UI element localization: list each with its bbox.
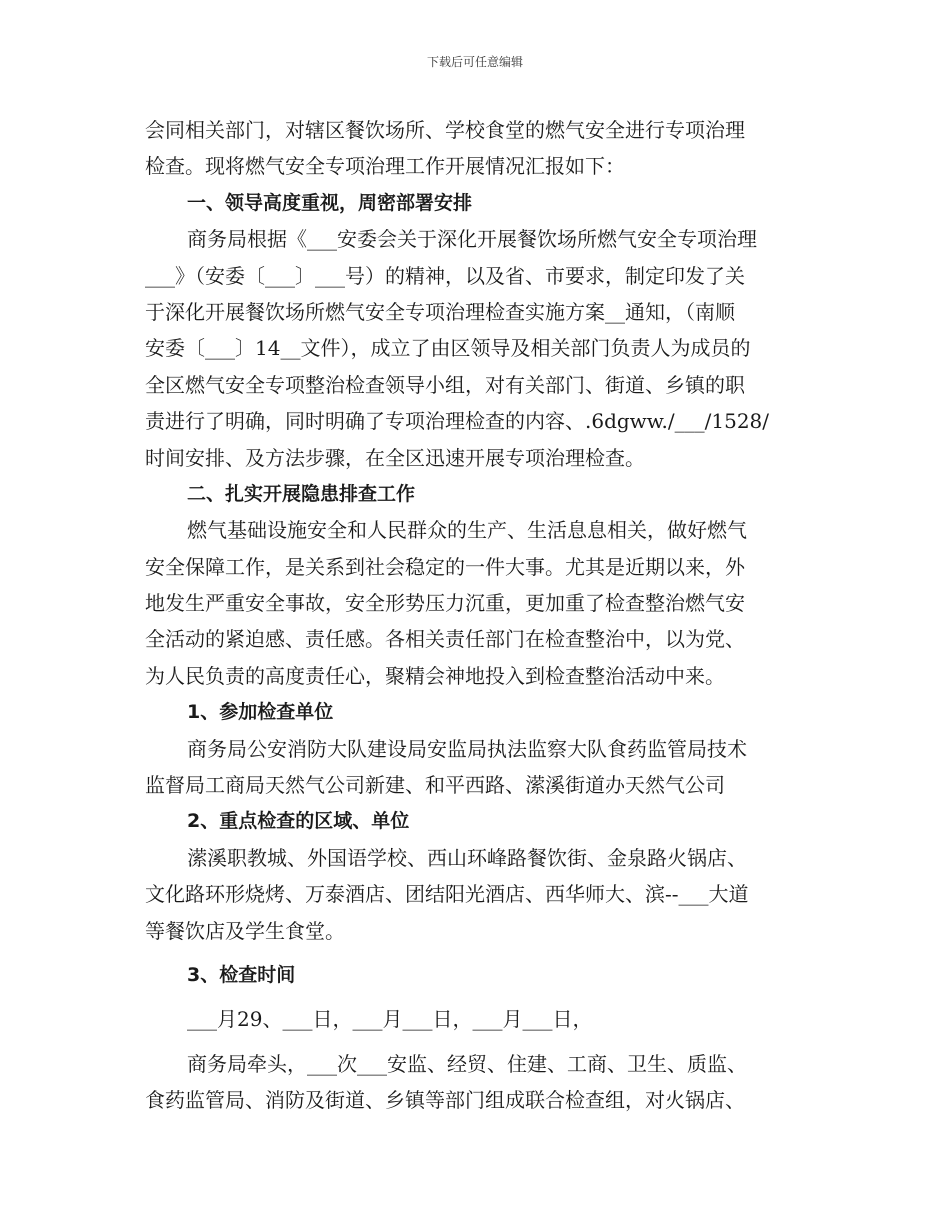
paragraph-line: 文化路环形烧烤、万泰酒店、团结阳光酒店、西华师大、滨--___大道 xyxy=(145,882,749,907)
paragraph-line: 商务局根据《___安委会关于深化开展餐饮场所燃气安全专项治理 xyxy=(187,227,757,252)
paragraph-line: 安全保障工作，是关系到社会稳定的一件大事。尤其是近期以来，外 xyxy=(145,554,745,579)
paragraph-line: 为人民负责的高度责任心，聚精会神地投入到检查整治活动中来。 xyxy=(145,663,725,688)
paragraph-line: 于深化开展餐饮场所燃气安全专项治理检查实施方案__通知，（南顺 xyxy=(145,299,735,324)
paragraph-line: ___月29、___日，___月___日，___月___日， xyxy=(187,1007,593,1032)
paragraph-line: 全活动的紧迫感、责任感。各相关责任部门在检查整治中，以为党、 xyxy=(145,627,745,652)
paragraph-line: 监督局工商局天然气公司新建、和平西路、潆溪街道办天然气公司 xyxy=(145,773,725,798)
paragraph-line: 商务局牵头，___次___安监、经贸、住建、工商、卫生、质监、 xyxy=(187,1051,747,1076)
paragraph-line: 会同相关部门，对辖区餐饮场所、学校食堂的燃气安全进行专项治理 xyxy=(145,118,745,142)
paragraph-line: 安委〔___〕14__文件），成立了由区领导及相关部门负责人为成员的 xyxy=(145,336,751,361)
paragraph-line: 检查。现将燃气安全专项治理工作开展情况汇报如下： xyxy=(145,154,625,179)
subheading-inspection-time: 3、检查时间 xyxy=(187,963,296,986)
paragraph-line: ___》（安委〔___〕___号）的精神，以及省、市要求，制定印发了关 xyxy=(145,263,745,288)
paragraph-line: 商务局公安消防大队建设局安监局执法监察大队食药监管局技术 xyxy=(187,736,747,761)
paragraph-line: 等餐饮店及学生食堂。 xyxy=(145,918,345,943)
document-body xyxy=(145,112,815,1119)
page-header-note: 下载后可任意编辑 xyxy=(426,55,523,69)
paragraph-line: 食药监管局、消防及街道、乡镇等部门组成联合检查组，对火锅店、 xyxy=(145,1088,745,1113)
paragraph-line: 责进行了明确，同时明确了专项治理检查的内容、.6dgww./___/1528/ xyxy=(145,409,770,434)
subheading-key-areas: 2、重点检查的区域、单位 xyxy=(187,810,410,833)
subheading-participating-units: 1、参加检查单位 xyxy=(187,701,334,724)
section-heading-1: 一、领导高度重视，周密部署安排 xyxy=(187,191,473,214)
paragraph-line: 潆溪职教城、外国语学校、西山环峰路餐饮街、金泉路火锅店、 xyxy=(187,845,747,870)
paragraph-line: 时间安排、及方法步骤，在全区迅速开展专项治理检查。 xyxy=(145,445,645,470)
section-heading-2: 二、扎实开展隐患排查工作 xyxy=(187,482,416,505)
paragraph-line: 燃气基础设施安全和人民群众的生产、生活息息相关，做好燃气 xyxy=(187,518,747,543)
paragraph-line: 地发生严重安全事故，安全形势压力沉重，更加重了检查整治燃气安 xyxy=(145,591,745,616)
paragraph-line: 全区燃气安全专项整治检查领导小组，对有关部门、街道、乡镇的职 xyxy=(145,372,745,397)
